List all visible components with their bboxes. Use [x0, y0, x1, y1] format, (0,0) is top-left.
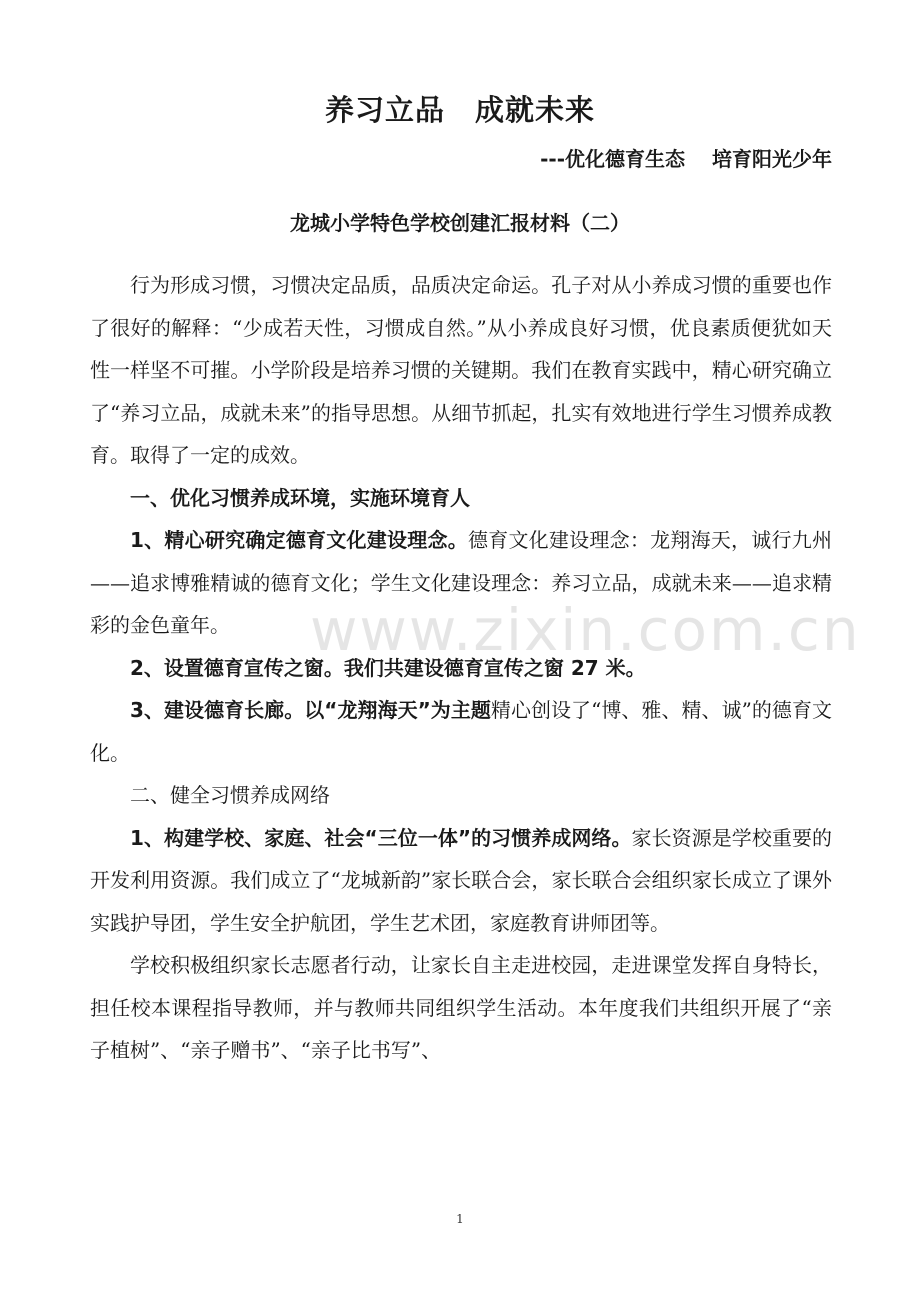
paragraph-intro: 行为形成习惯，习惯决定品质，品质决定命运。孔子对从小养成习惯的重要也作了很好的解释：“少成若天性，习惯成自然。”从小养成良好习惯，优良素质便犹如天性一样坚不可摧。小学阶段是培养习惯的关键期。我们在教育实践中，精心研究确立了“养习立品，成就未来”的指导思想。从细节抓起，扎实有效地进行学生习惯养成教育。取得了一定的成效。 [90, 273, 832, 467]
section-heading-1: 一、优化习惯养成环境，实施环境育人 [130, 485, 470, 510]
page-number: 1 [456, 1212, 464, 1226]
document-body [90, 264, 832, 1072]
paragraph-2-1 [90, 817, 832, 945]
page-title: 养习立品 成就未来 [324, 93, 595, 127]
paragraph-2-2: 学校积极组织家长志愿者行动，让家长自主走进校园，走进课堂发挥自身特长，担任校本课程指导教师，并与教师共同组织学生活动。本年度我们共组织开展了“亲子植树”、“亲子赠书”、“亲子比书写”、 [90, 953, 832, 1062]
page-subtitle: ---优化德育生态 培育阳光少年 [540, 147, 832, 171]
report-title: 龙城小学特色学校创建汇报材料（二） [290, 211, 630, 235]
section-heading-2: 二、健全习惯养成网络 [130, 783, 330, 807]
watermark: www.zixin.com.cn [310, 596, 861, 664]
paragraph-1-3 [90, 689, 832, 774]
paragraph-1-1-lead: 1、精心研究确定德育文化建设理念。 [130, 528, 468, 552]
paragraph-1-3-text: 精心创设了“博、雅、精、诚”的德育文化。 [90, 698, 832, 765]
paragraph-1-1-text: 德育文化建设理念：龙翔海天，诚行九州——追求博雅精诚的德育文化；学生文化建设理念：养习立品，成就未来——追求精彩的金色童年。 [90, 528, 833, 637]
paragraph-1-3-lead: 3、建设德育长廊。以“龙翔海天”为主题 [130, 698, 491, 722]
paragraph-2-1-lead: 1、构建学校、家庭、社会“三位一体”的习惯养成网络。 [130, 825, 632, 850]
paragraph-2-1-text: 家长资源是学校重要的开发利用资源。我们成立了“龙城新韵”家长联合会，家长联合会组织家长成立了课外实践护导团，学生安全护航团，学生艺术团，家庭教育讲师团等。 [90, 825, 832, 935]
paragraph-1-2: 2、设置德育宣传之窗。我们共建设德育宣传之窗 27 米。 [130, 655, 646, 680]
